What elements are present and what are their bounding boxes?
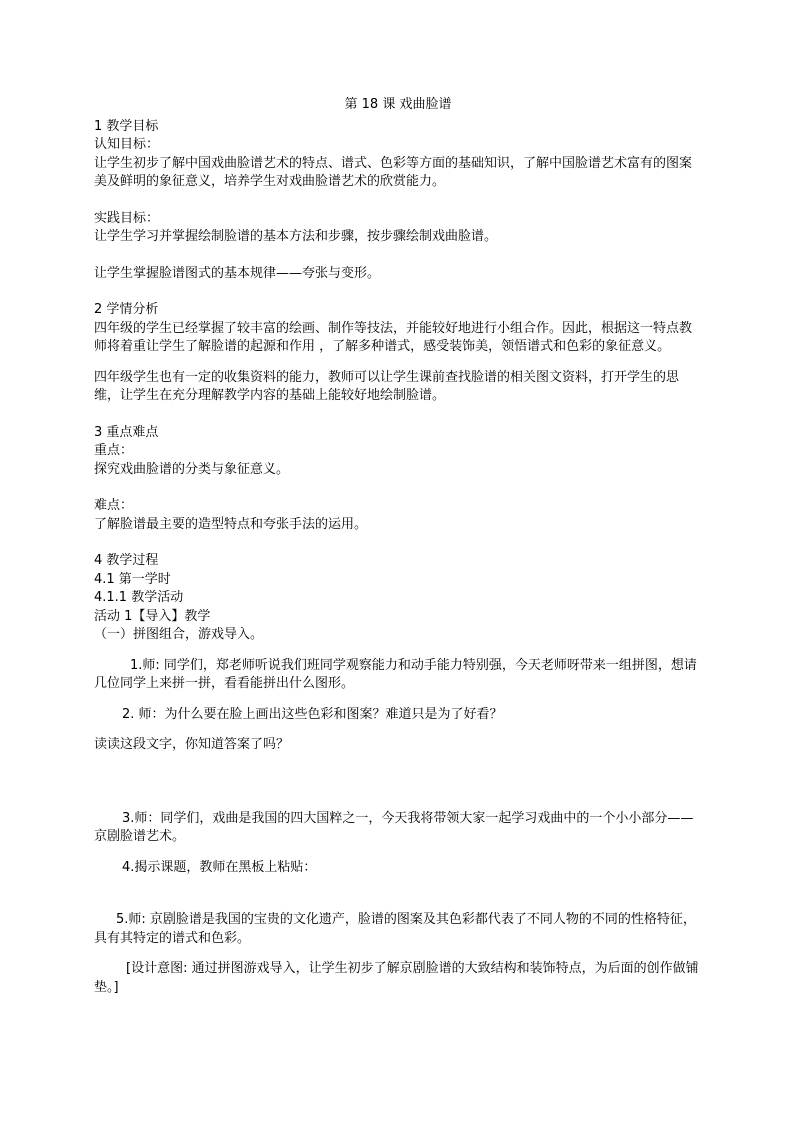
- cognitive-goal-label: 认知目标：: [94, 137, 160, 152]
- key-point-text: 探究戏曲脸谱的分类与象征意义。: [94, 461, 290, 477]
- design-intent-note: [设计意图: 通过拼图游戏导入，让学生初步了解京剧脸谱的大致结构和装饰特点，为后面的创作做铺垫。]: [94, 961, 699, 995]
- subsection-first-lesson: 4.1 第一学时: [94, 571, 171, 587]
- practice-goal-text: 让学生学习并掌握绘制脸谱的基本方法和步骤，按步骤绘制戏曲脸谱。: [94, 229, 498, 244]
- rule-goal-text: 让学生掌握脸谱图式的基本规律——夸张与变形。: [94, 265, 381, 281]
- analysis-paragraph-2: 四年级学生也有一定的收集资料的能力，教师可以让学生课前查找脸谱的相关图文资料，打开学生的思维，让学生在充分理解教学内容的基础上能较好地绘制脸谱。: [94, 369, 680, 403]
- activity-subheading: （一）拼图组合，游戏导入。: [94, 627, 264, 642]
- step-2-paragraph: 2. 师：为什么要在脸上画出这些色彩和图案？难道只是为了好看？: [122, 706, 503, 722]
- practice-goal-label: 实践目标：: [94, 210, 160, 226]
- key-point-label: 重点：: [94, 443, 134, 458]
- step-4-paragraph: 4.揭示课题，教师在黑板上粘贴：: [122, 859, 317, 875]
- read-prompt: 读读这段文字，你知道答案了吗？: [94, 737, 290, 752]
- document-page: [94, 96, 702, 997]
- document-title: 第 18 课 戏曲脸谱: [344, 97, 452, 112]
- section-heading-objectives: 1 教学目标: [94, 118, 159, 134]
- analysis-paragraph-1: 四年级的学生已经掌握了较丰富的绘画、制作等技法，并能较好地进行小组合作。因此，根据这一特点教师将着重让学生了解脸谱的起源和作用 ，了解多种谱式，感受装饰美，领悟谱式和色彩的象征意义。: [94, 320, 693, 354]
- step-3-paragraph: 3.师：同学们，戏曲是我国的四大国粹之一，今天我将带领大家一起学习戏曲中的一个小小部分——京剧脸谱艺术。: [94, 810, 694, 844]
- step-1-paragraph: 1.师: 同学们，郑老师听说我们班同学观察能力和动手能力特别强，今天老师呀带来一组拼图，想请几位同学上来拼一拼，看看能拼出什么图形。: [94, 657, 697, 691]
- cognitive-goal-text: 让学生初步了解中国戏曲脸谱艺术的特点、谱式、色彩等方面的基础知识，了解中国脸谱艺术富有的图案美及鲜明的象征意义，培养学生对戏曲脸谱艺术的欣赏能力。: [94, 155, 693, 189]
- subsection-activities: 4.1.1 教学活动: [94, 590, 184, 605]
- section-heading-analysis: 2 学情分析: [94, 302, 159, 317]
- step-5-paragraph: 5.师: 京剧脸谱是我国的宝贵的文化遗产，脸谱的图案及其色彩都代表了不同人物的不同的性格特征，具有其特定的谱式和色彩。: [94, 912, 696, 946]
- section-heading-process: 4 教学过程: [94, 553, 159, 568]
- difficulty-text: 了解脸谱最主要的造型特点和夸张手法的运用。: [94, 516, 368, 532]
- section-heading-key-points: 3 重点难点: [94, 424, 159, 440]
- activity-heading: 活动 1【导入】教学: [94, 608, 211, 624]
- difficulty-label: 难点：: [94, 498, 134, 513]
